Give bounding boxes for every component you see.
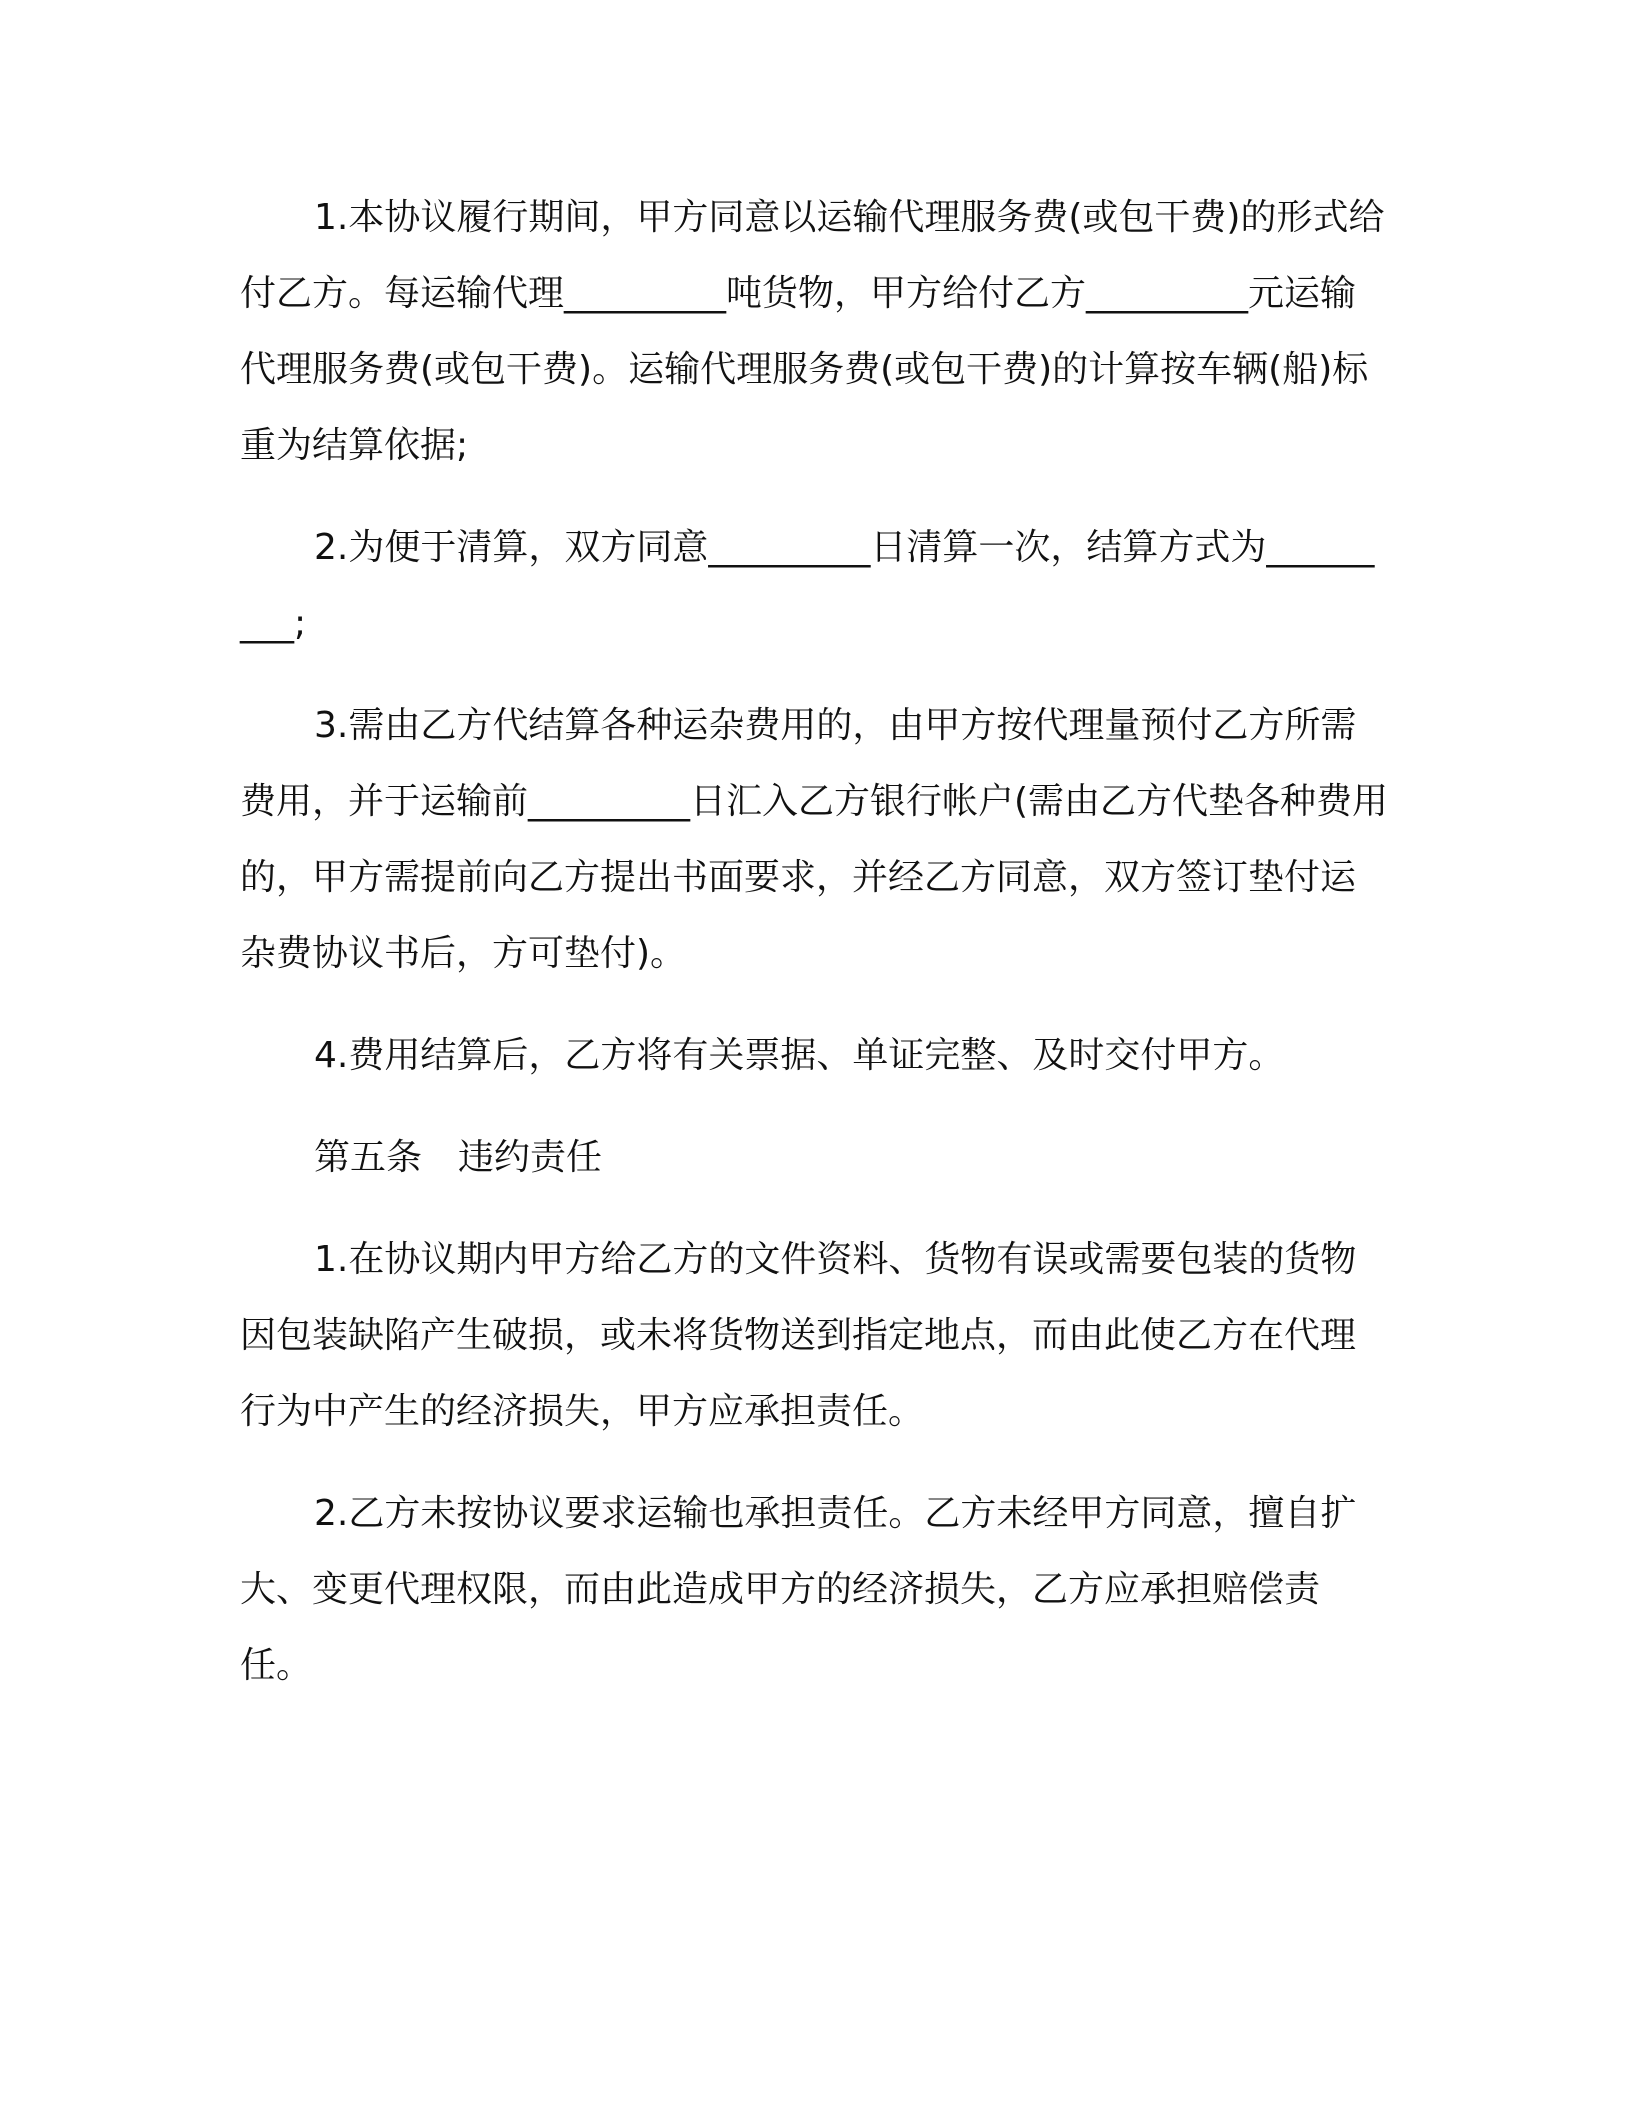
- section-heading-breach-liability: 第五条 违约责任: [314, 1137, 603, 1178]
- paragraph-fee-payment: 1.本协议履行期间，甲方同意以运输代理服务费(或包干费)的形式给付乙方。每运输代理_________吨货物，甲方给付乙方_________元运输代理服务费(或包干费)。运输代理服务费(或包干费)的计算按车辆(船)标重为结算依据;: [240, 197, 1385, 466]
- paragraph-settlement-period: 2.为便于清算，双方同意_________日清算一次，结算方式为_________;: [240, 527, 1375, 644]
- paragraph-party-b-liability: 2.乙方未按协议要求运输也承担责任。乙方未经甲方同意，擅自扩大、变更代理权限，而由此造成甲方的经济损失，乙方应承担赔偿责任。: [240, 1493, 1357, 1686]
- paragraph-prepayment: 3.需由乙方代结算各种运杂费用的，由甲方按代理量预付乙方所需费用，并于运输前_________日汇入乙方银行帐户(需由乙方代垫各种费用的，甲方需提前向乙方提出书面要求，并经乙方同意，双方签订垫付运杂费协议书后，方可垫付)。: [240, 705, 1389, 974]
- document-page: [240, 180, 1390, 1730]
- paragraph-party-a-liability: 1.在协议期内甲方给乙方的文件资料、货物有误或需要包装的货物因包装缺陷产生破损，或未将货物送到指定地点，而由此使乙方在代理行为中产生的经济损失，甲方应承担责任。: [240, 1239, 1357, 1432]
- paragraph-documents-delivery: 4.费用结算后，乙方将有关票据、单证完整、及时交付甲方。: [314, 1035, 1285, 1076]
